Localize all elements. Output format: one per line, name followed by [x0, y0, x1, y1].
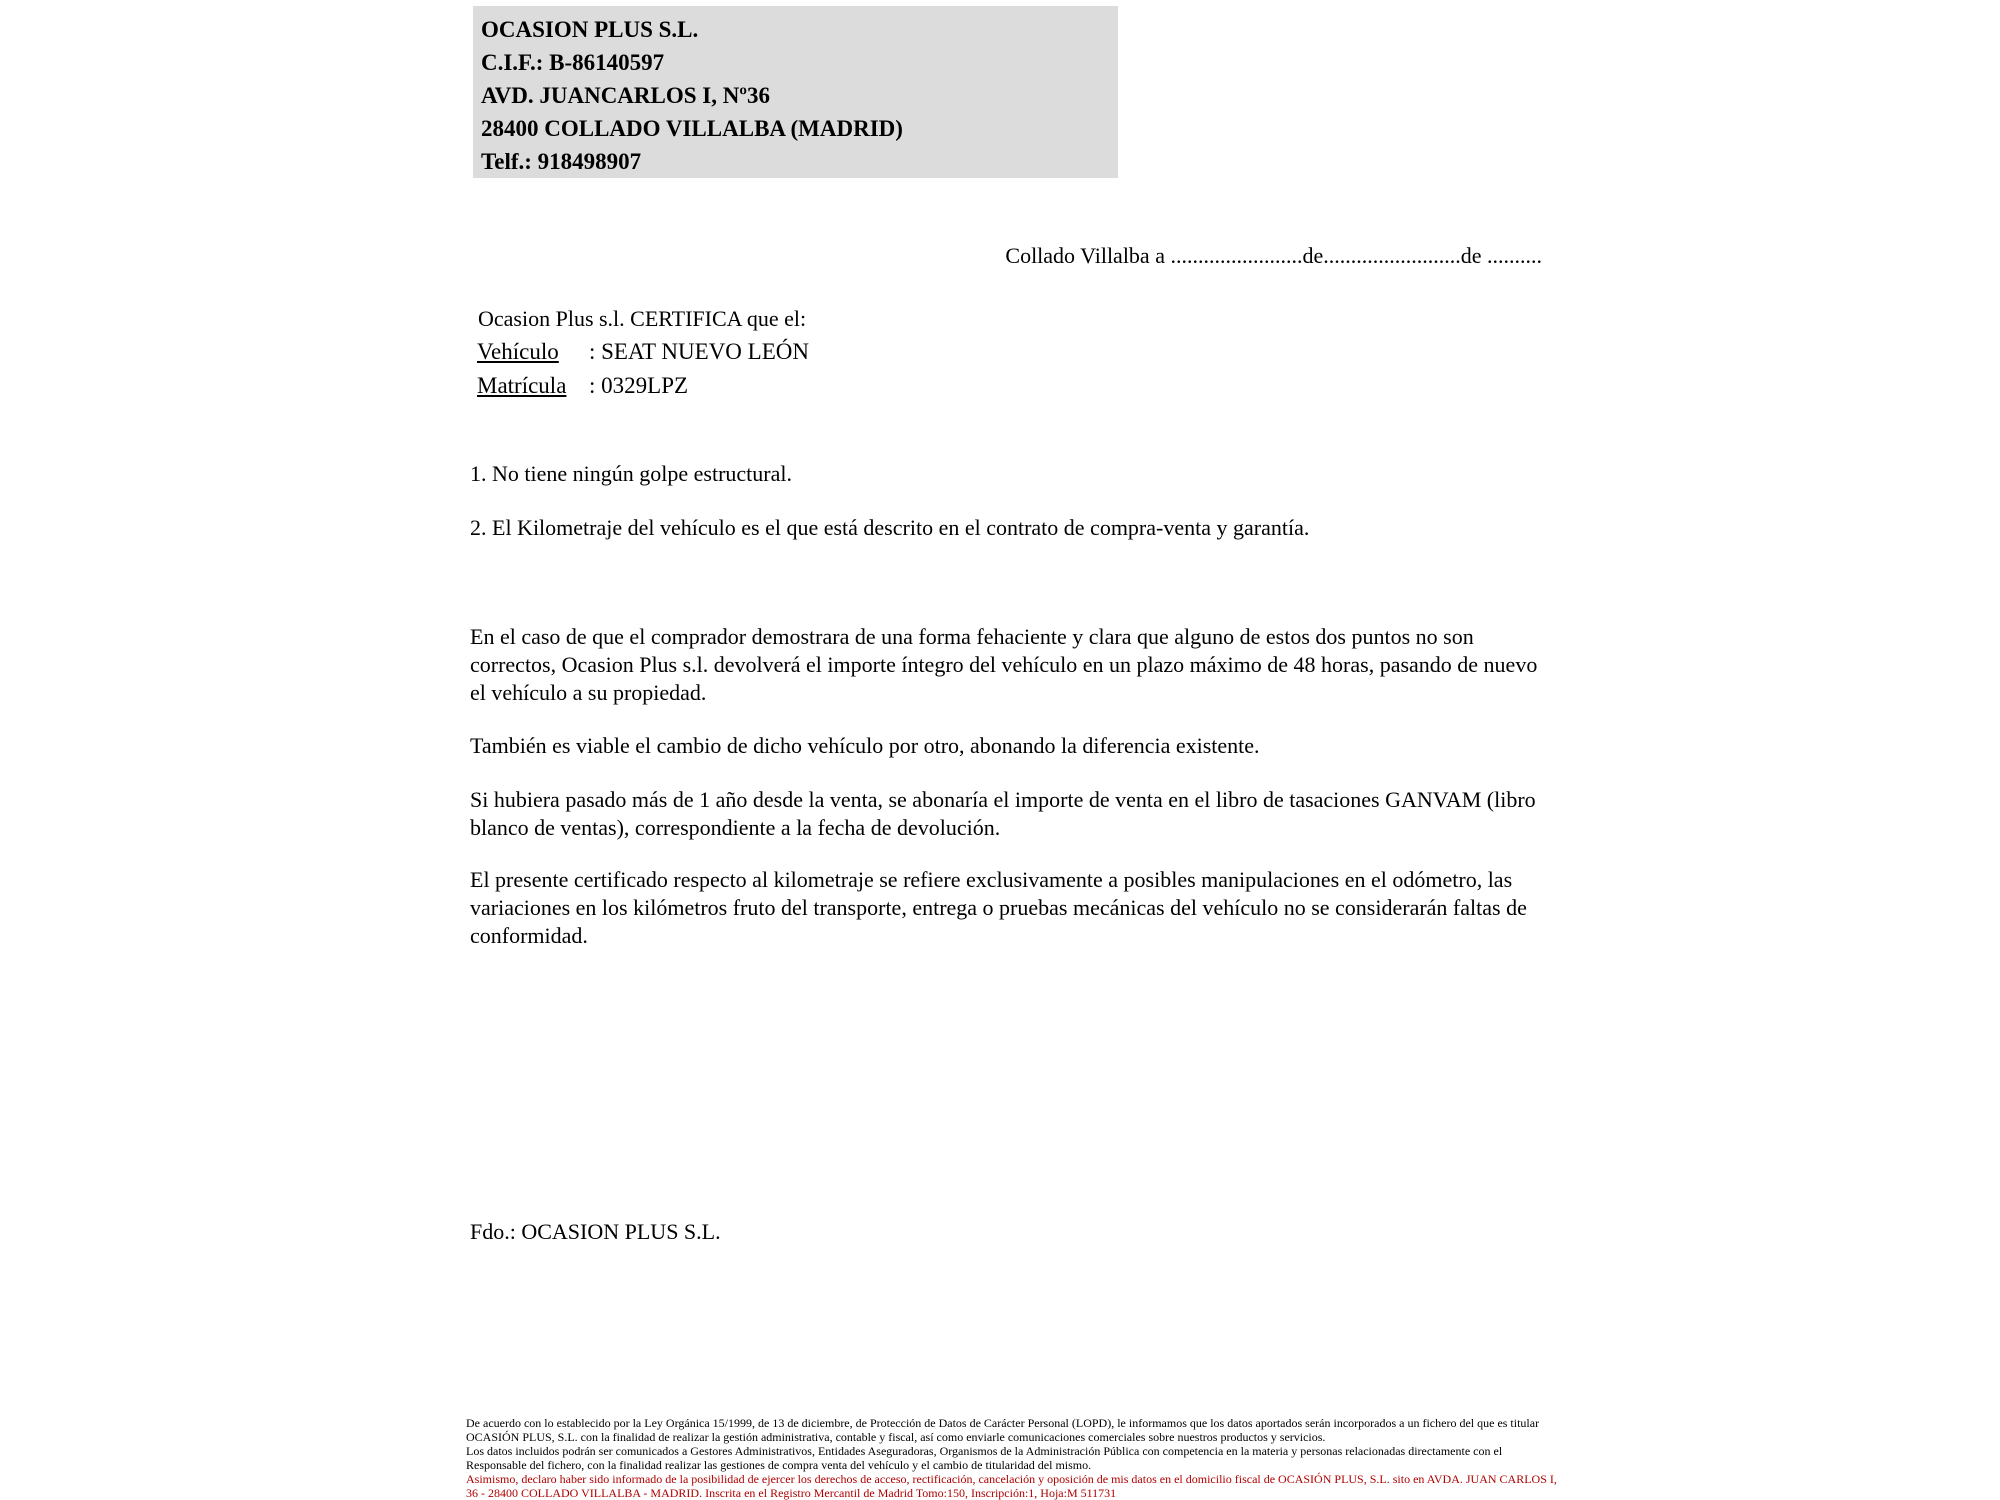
legal-paragraph-rights: Asimismo, declaro haber sido informado de la posibilidad de ejercer los derechos de acceso, rectificación, cancelación y oposición de mis datos en el domicilio fiscal de OCASIÓN PLUS, S.L. sito en AVDA. JUAN CARLOS I, 36 - 28400 COLLADO VILLALBA - MADRID. Inscrita en el Registro Mercantil de Madrid Tomo:150, Inscripción:1, Hoja:M 511731	[466, 1472, 1557, 1500]
paragraph-odometer: El presente certificado respecto al kilometraje se refiere exclusivamente a posibles manipulaciones en el odómetro, las variaciones en los kilómetros fruto del transporte, entrega o pruebas mecánicas del vehículo no se considerarán faltas de conformidad.	[470, 867, 1527, 948]
paragraph-refund: En el caso de que el comprador demostrara de una forma fehaciente y clara que alguno de estos dos puntos no son correctos, Ocasion Plus s.l. devolverá el importe íntegro del vehículo en un plazo máximo de 48 horas, pasando de nuevo el vehículo a su propiedad.	[470, 624, 1538, 705]
paragraph-ganvam: Si hubiera pasado más de 1 año desde la venta, se abonaría el importe de venta en el libro de tasaciones GANVAM (libro blanco de ventas), correspondiente a la fecha de devolución.	[470, 787, 1536, 840]
vehicle-row	[477, 339, 809, 365]
company-header	[473, 6, 1118, 178]
point-1: 1. No tiene ningún golpe estructural.	[470, 461, 792, 486]
paragraph-exchange: También es viable el cambio de dicho vehículo por otro, abonando la diferencia existente.	[470, 733, 1260, 758]
legal-paragraph-lopd: De acuerdo con lo establecido por la Ley Orgánica 15/1999, de 13 de diciembre, de Protección de Datos de Carácter Personal (LOPD), le informamos que los datos aportados serán incorporados a un fichero del que es titular OCASIÓN PLUS, S.L. con la finalidad de realizar la gestión administrativa, contable y fiscal, así como enviarle comunicaciones comerciales sobre nuestros productos y servicios.	[466, 1416, 1540, 1444]
signature-line: Fdo.: OCASION PLUS S.L.	[470, 1219, 721, 1244]
plate-value: : 0329LPZ	[589, 373, 689, 398]
company-city: 28400 COLLADO VILLALBA (MADRID)	[481, 116, 903, 141]
vehicle-value: : SEAT NUEVO LEÓN	[589, 339, 809, 364]
legal-paragraph-data-sharing: Los datos incluidos podrán ser comunicados a Gestores Administrativos, Entidades Aseguradoras, Organismos de la Administración Pública con competencia en la materia y personas relacionadas directamente con el Responsable del fichero, con la finalidad realizar las gestiones de compra venta del vehículo y el cambio de titularidad del mismo.	[466, 1444, 1503, 1472]
company-phone: Telf.: 918498907	[481, 149, 642, 174]
plate-row	[477, 373, 688, 399]
certification-intro: Ocasion Plus s.l. CERTIFICA que el:	[478, 306, 807, 331]
company-cif: C.I.F.: B-86140597	[481, 50, 665, 75]
legal-notice	[466, 1416, 1558, 1500]
company-name: OCASION PLUS S.L.	[481, 17, 699, 42]
point-2: 2. El Kilometraje del vehículo es el que está descrito en el contrato de compra-venta y garantía.	[470, 515, 1310, 540]
company-address: AVD. JUANCARLOS I, Nº36	[481, 83, 770, 108]
plate-label: Matrícula	[477, 373, 567, 398]
vehicle-label: Vehículo	[477, 339, 559, 364]
date-line: Collado Villalba a ........................de.........................de ..........	[1005, 243, 1542, 268]
